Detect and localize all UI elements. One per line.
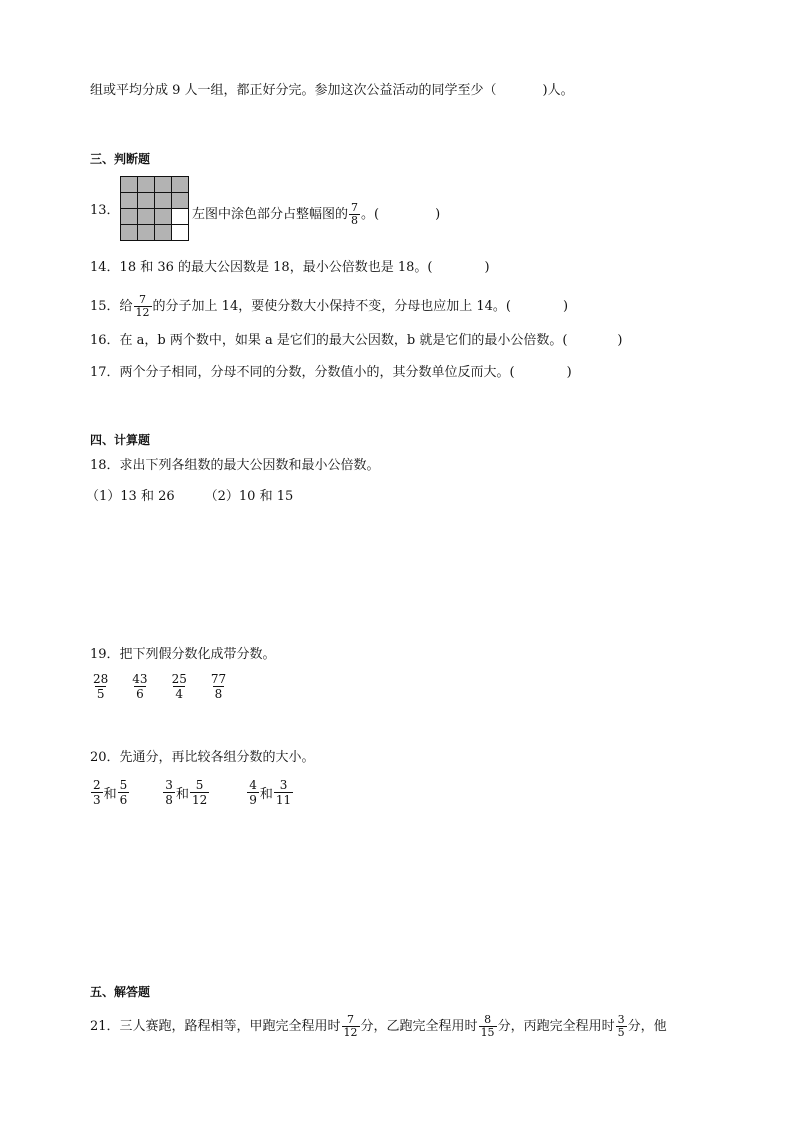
fraction-numerator: 2 <box>93 778 101 792</box>
question-20-pairs <box>90 778 294 807</box>
fraction-denominator: 6 <box>136 687 144 701</box>
section-heading-calculation: 四、计算题 <box>90 433 151 447</box>
fraction <box>616 1014 627 1039</box>
grid-cell-shaded <box>155 177 172 193</box>
grid-cell-shaded <box>138 225 155 241</box>
grid-cell-shaded <box>121 177 138 193</box>
improper-fraction <box>91 672 110 701</box>
question-20-text: 20．先通分，再比较各组分数的大小。 <box>90 750 315 765</box>
fraction-numerator: 4 <box>249 778 257 792</box>
question-12-tail <box>90 82 574 100</box>
grid-cell-shaded <box>138 193 155 209</box>
question-19-text: 19．把下列假分数化成带分数。 <box>90 647 276 662</box>
question-21-text-2: 分，乙跑完全程用时 <box>360 1019 478 1034</box>
fraction-numerator: 3 <box>279 778 288 792</box>
improper-fraction <box>170 672 189 701</box>
question-13-text <box>192 202 440 227</box>
fraction-numerator: 3 <box>617 1013 625 1026</box>
paren-close: ) <box>484 260 490 275</box>
fraction-numerator: 5 <box>119 778 128 792</box>
grid-cell-shaded <box>172 193 189 209</box>
fraction-denominator: 15 <box>480 1026 495 1039</box>
fraction-denominator: 5 <box>617 1026 625 1039</box>
question-13-tail: 。( <box>361 207 380 222</box>
grid-cell-shaded <box>121 193 138 209</box>
fraction-denominator: 5 <box>96 687 105 701</box>
question-21-text-3: 分，丙跑完全程用时 <box>497 1019 615 1034</box>
fraction-denominator: 8 <box>214 687 223 701</box>
fraction <box>274 778 293 807</box>
question-18-part-2: （2）10 和 15 <box>204 489 294 504</box>
grid-cell-shaded <box>121 225 138 241</box>
conjunction-and: 和 <box>175 787 189 802</box>
fraction <box>247 778 259 807</box>
question-21-text-4: 分，他 <box>627 1019 667 1034</box>
fraction-denominator: 12 <box>191 793 208 807</box>
shaded-grid-figure <box>120 176 189 241</box>
grid-cell-shaded <box>172 177 189 193</box>
question-13-number: 13． <box>90 203 120 218</box>
fraction-numerator: 7 <box>139 293 147 306</box>
fraction-denominator: 6 <box>119 793 128 807</box>
paren-close: ) <box>435 207 441 222</box>
fraction-denominator: 8 <box>351 214 359 227</box>
fraction-numerator: 43 <box>132 672 148 686</box>
fraction <box>342 1014 360 1039</box>
fraction-numerator: 28 <box>93 672 109 686</box>
question-15-text: 的分子加上 14，要使分数大小保持不变，分母也应加上 14。( <box>152 299 511 314</box>
section-heading-judgment: 三、判断题 <box>90 152 151 166</box>
fraction-denominator: 9 <box>249 793 257 807</box>
fraction <box>91 778 103 807</box>
question-13-label: 左图中涂色部分占整幅图的 <box>192 207 349 222</box>
fraction-numerator: 8 <box>484 1013 492 1026</box>
paren-close: ) <box>566 365 572 380</box>
improper-fraction <box>209 672 228 701</box>
fraction <box>479 1014 497 1039</box>
fraction-numerator: 7 <box>351 201 359 214</box>
question-18-parts <box>86 488 293 506</box>
paren-close: ) <box>562 299 569 314</box>
fraction <box>349 202 360 227</box>
fraction <box>134 294 152 319</box>
question-12-text: 组或平均分成 9 人一组，都正好分完。参加这次公益活动的同学至少（ <box>90 83 497 98</box>
fraction-numerator: 77 <box>210 672 227 686</box>
fraction-denominator: 4 <box>175 687 184 701</box>
fraction-denominator: 12 <box>135 306 150 319</box>
grid-cell-shaded <box>138 209 155 225</box>
question-18-part-1: （1）13 和 26 <box>86 489 175 504</box>
fraction-numerator: 5 <box>195 778 204 792</box>
conjunction-and: 和 <box>259 787 273 802</box>
question-17 <box>90 364 572 382</box>
fraction-denominator: 11 <box>275 793 292 807</box>
fraction-numerator: 3 <box>165 778 173 792</box>
fraction-denominator: 3 <box>93 793 101 807</box>
fraction <box>190 778 209 807</box>
question-16 <box>90 332 623 350</box>
grid-cell-empty <box>172 225 189 241</box>
grid-cell-empty <box>172 209 189 225</box>
question-16-text: 16．在 a，b 两个数中，如果 a 是它们的最大公因数，b 就是它们的最小公倍数。( <box>90 333 568 348</box>
conjunction-and: 和 <box>103 787 117 802</box>
grid-cell-shaded <box>155 209 172 225</box>
grid-cell-shaded <box>155 225 172 241</box>
fraction <box>163 778 175 807</box>
grid-cell-shaded <box>121 209 138 225</box>
paren-close: ) <box>617 333 623 348</box>
question-15 <box>90 294 568 319</box>
question-14-text: 14．18 和 36 的最大公因数是 18，最小公倍数也是 18。( <box>90 260 433 275</box>
section-heading-word-problems: 五、解答题 <box>90 985 151 999</box>
question-14 <box>90 259 490 277</box>
question-17-text: 17．两个分子相同，分母不同的分数，分数值小的，其分数单位反而大。( <box>90 365 515 380</box>
fraction-numerator: 25 <box>171 672 187 686</box>
grid-cell-shaded <box>155 193 172 209</box>
question-19-fractions <box>90 672 229 701</box>
question-21-text-1: 21．三人赛跑，路程相等，甲跑完全程用时 <box>90 1019 341 1034</box>
grid-cell-shaded <box>138 177 155 193</box>
question-12-close: )人。 <box>542 83 574 98</box>
question-15-prefix: 15．给 <box>90 299 133 314</box>
fraction-denominator: 8 <box>165 793 173 807</box>
question-18-text: 18．求出下列各组数的最大公因数和最小公倍数。 <box>90 458 380 473</box>
improper-fraction <box>130 672 149 701</box>
fraction-numerator: 7 <box>347 1013 355 1026</box>
question-21 <box>90 1014 667 1039</box>
fraction-denominator: 12 <box>343 1026 358 1039</box>
fraction <box>118 778 130 807</box>
